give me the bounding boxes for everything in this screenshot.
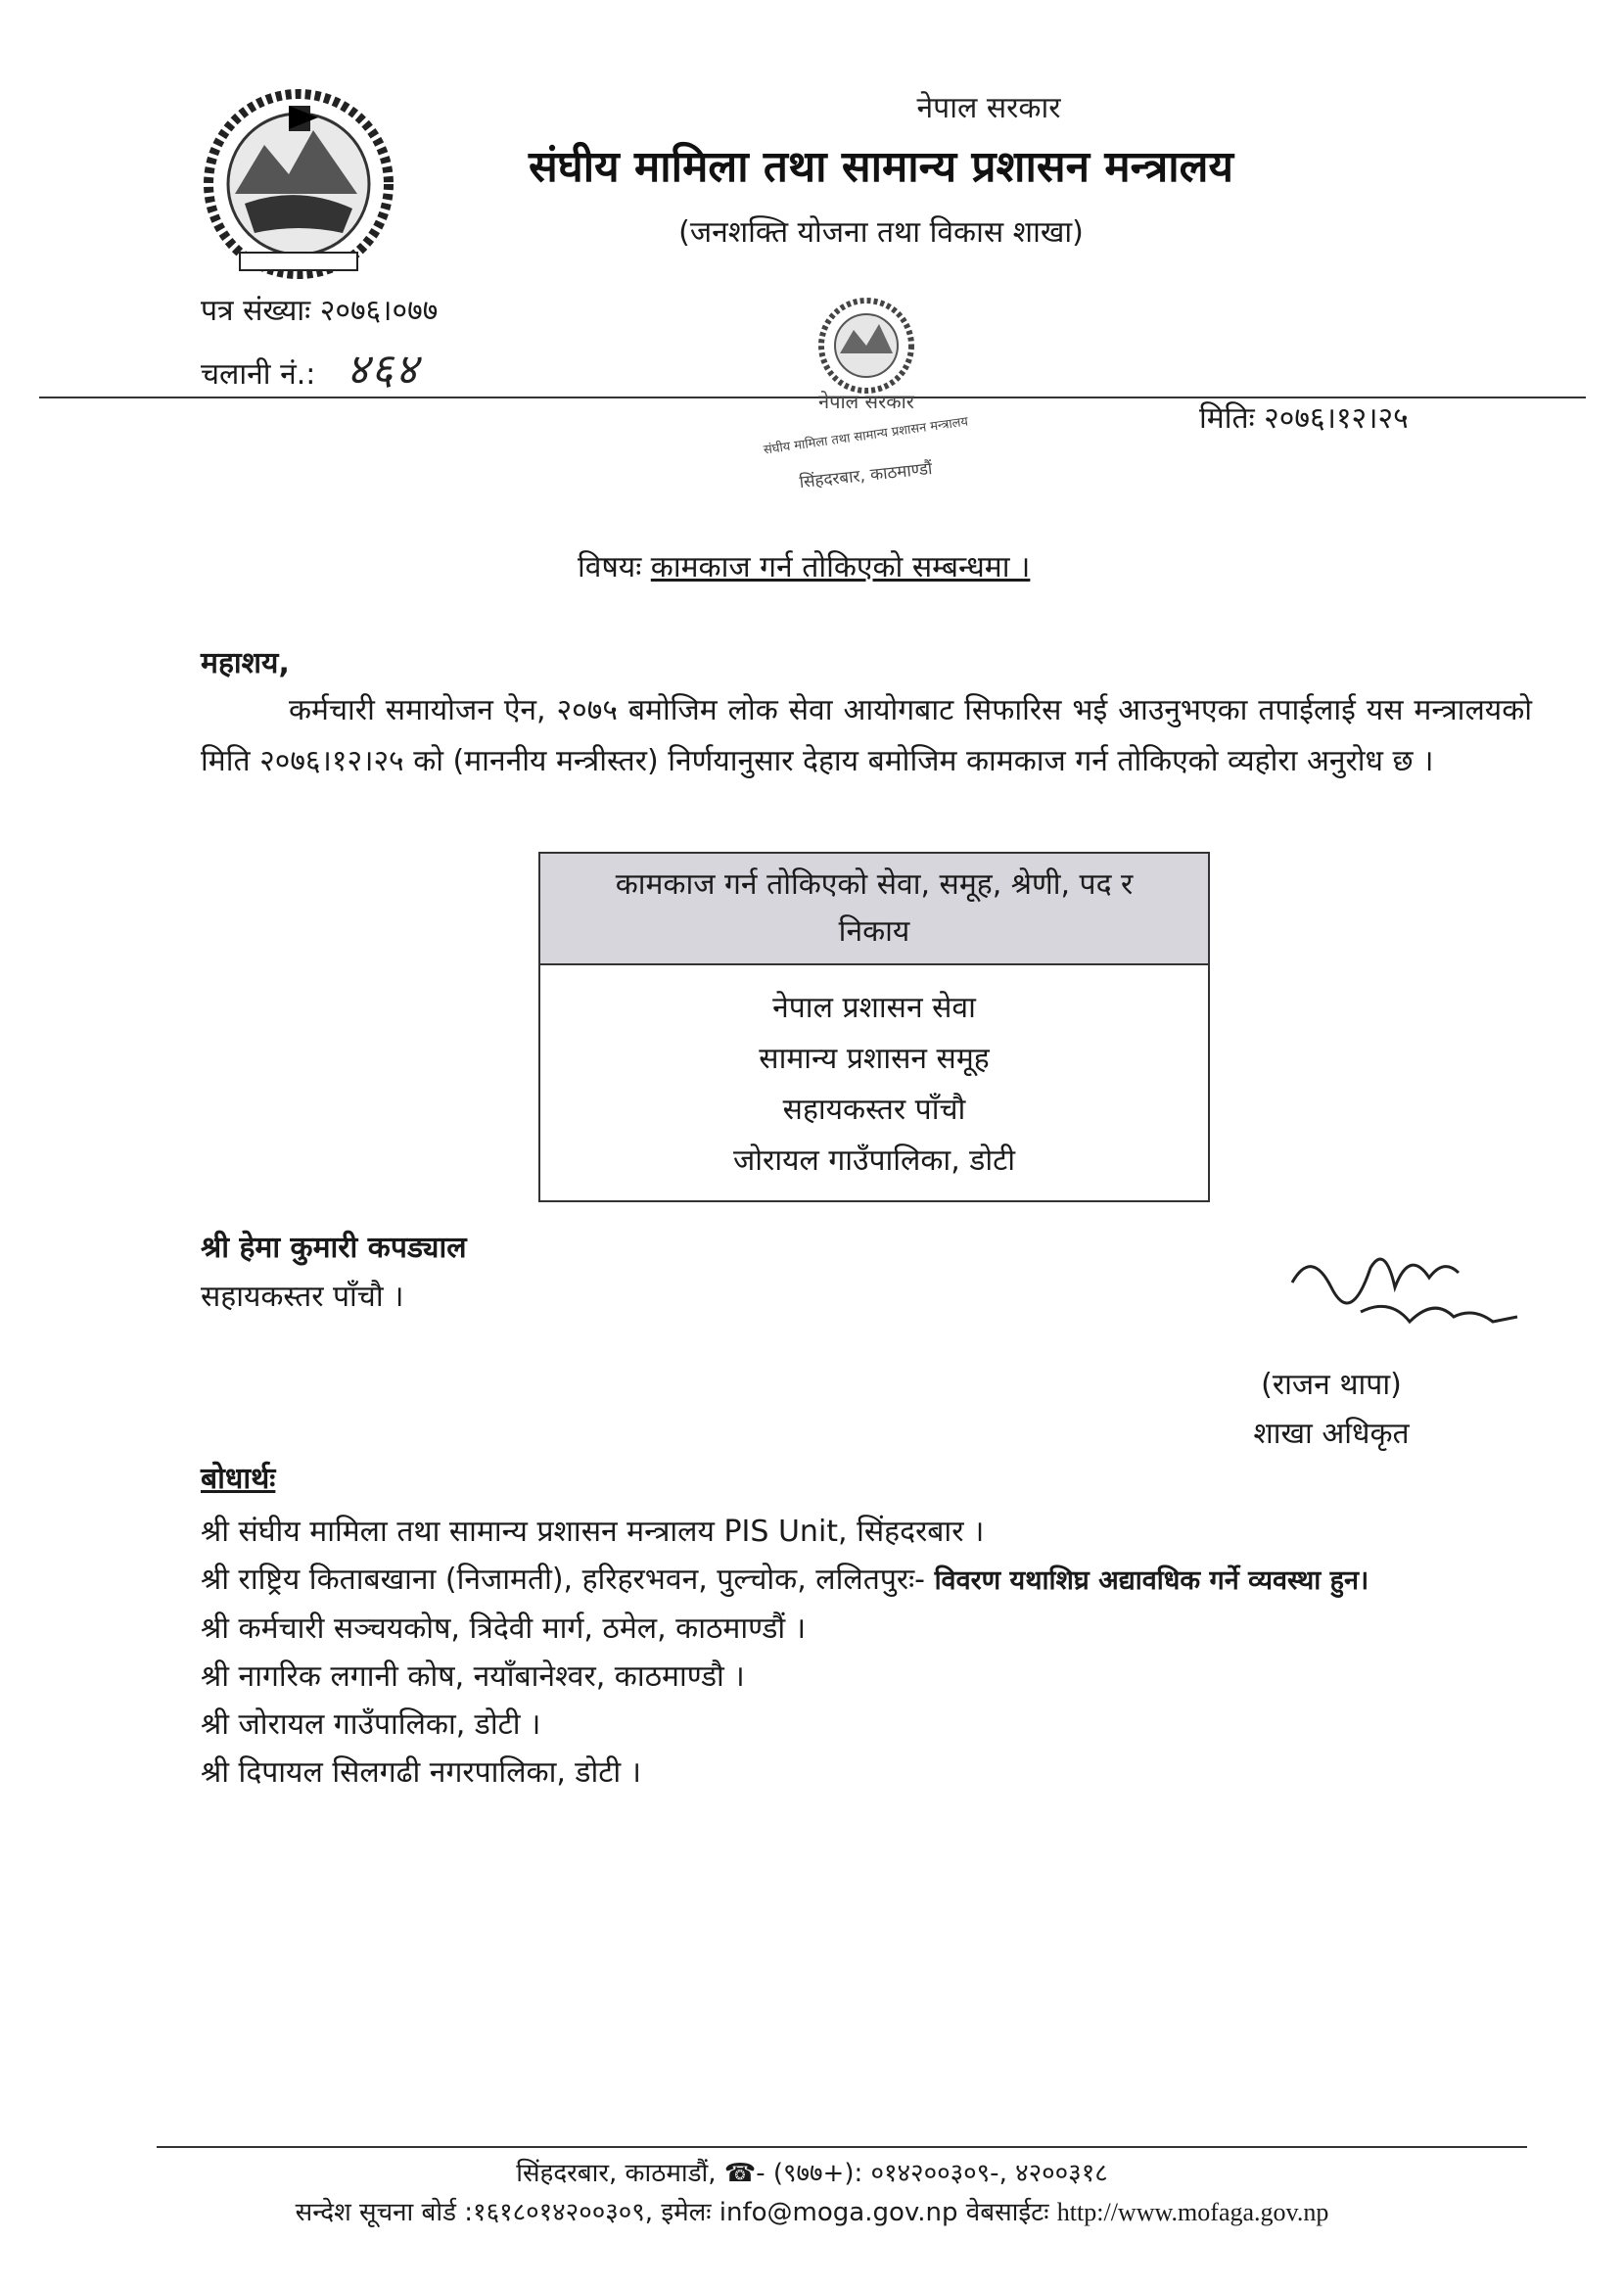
subject-text: कामकाज गर्न तोकिएको सम्बन्धमा । <box>650 550 1031 584</box>
footer-divider <box>157 2146 1527 2148</box>
assignment-row: नेपाल प्रशासन सेवा <box>772 991 976 1025</box>
footer-website-link[interactable]: http://www.mofaga.gov.np <box>1056 2198 1329 2226</box>
footer-address: सिंहदरबार, काठमाडौं, ☎- (९७७+): ०१४२००३०९-, ४२००३१८ <box>516 2159 1108 2188</box>
assignment-row: सामान्य प्रशासन समूह <box>759 1042 990 1076</box>
cc-item: श्री संघीय मामिला तथा सामान्य प्रशासन मन्त्रालय PIS Unit, सिंहदरबार । <box>201 1515 985 1549</box>
recipient-name: श्री हेमा कुमारी कपड्याल <box>201 1231 467 1265</box>
recipient-position: सहायकस्तर पाँचौ । <box>201 1280 404 1314</box>
office-stamp <box>724 289 1008 494</box>
assignment-table <box>538 852 1210 1202</box>
cc-title: बोधार्थः <box>201 1462 276 1496</box>
assignment-table-header: कामकाज गर्न तोकिएको सेवा, समूह, श्रेणी, पद र निकाय <box>540 854 1208 965</box>
dispatch-number-value: ४६४ <box>346 345 420 395</box>
cc-item: श्री दिपायल सिलगढी नगरपालिका, डोटी । <box>201 1755 642 1790</box>
government-name: नेपाल सरकार <box>916 91 1061 125</box>
letter-number-label: पत्र संख्याः <box>201 294 311 328</box>
signer-title: शाखा अधिकृत <box>1253 1417 1410 1451</box>
stamp-line1: नेपाल सरकार <box>818 390 914 413</box>
dispatch-number <box>201 338 420 397</box>
ministry-name: संघीय मामिला तथा सामान्य प्रशासन मन्त्रालय <box>528 142 1233 192</box>
signer-block <box>1248 1361 1415 1459</box>
footer-contact <box>0 2193 1624 2228</box>
branch-name: (जनशक्ति योजना तथा विकास शाखा) <box>678 215 1084 250</box>
letter-number <box>201 289 438 329</box>
subject-label: विषयः <box>578 550 642 584</box>
cc-item <box>201 1556 1369 1605</box>
letter-number-value: २०७६।०७७ <box>319 294 439 328</box>
cc-item-text: श्री राष्ट्रिय किताबखाना (निजामती), हरिहरभवन, पुल्चोक, ललितपुरः- <box>201 1563 926 1597</box>
salutation: महाशय, <box>201 646 290 680</box>
recipient-block <box>201 1224 467 1322</box>
assignment-row: जोरायल गाउँपालिका, डोटी <box>733 1144 1015 1178</box>
footer-contact-text: सन्देश सूचना बोर्ड :१६१८०१४२००३०९, इमेलः info@moga.gov.np वेबसाईटः <box>295 2198 1049 2227</box>
dispatch-number-label: चलानी नं.: <box>201 357 316 392</box>
nepal-emblem-icon <box>196 86 401 282</box>
subject-line <box>578 545 1030 585</box>
cc-item: श्री कर्मचारी सञ्चयकोष, त्रिदेवी मार्ग, ठमेल, काठमाण्डौं । <box>201 1611 807 1646</box>
body-paragraph: कर्मचारी समायोजन ऐन, २०७५ बमोजिम लोक सेवा आयोगबाट सिफारिस भई आउनुभएका तपाईलाई यस मन्त्रालयको मिति २०७६।१२।२५ को (माननीय मन्त्रीस्तर) निर्णयानुसार देहाय बमोजिम कामकाज गर्न तोकिएको व्यहोरा अनुरोध छ । <box>201 693 1532 778</box>
assignment-row: सहायकस्तर पाँचौ <box>782 1093 966 1127</box>
signer-name: (राजन थापा) <box>1261 1368 1402 1402</box>
stamp-line3: सिंहदरबार, काठमाण्डौं <box>798 458 934 493</box>
cc-item: श्री जोरायल गाउँपालिका, डोटी । <box>201 1707 541 1742</box>
cc-item: श्री नागरिक लगानी कोष, नयाँबानेश्वर, काठमाण्डौ । <box>201 1659 745 1694</box>
handwritten-signature <box>1273 1229 1527 1366</box>
cc-list <box>201 1508 1369 1797</box>
cc-item-note: विवरण यथाशिघ्र अद्यावधिक गर्ने व्यवस्था हुन। <box>934 1565 1369 1596</box>
stamp-line2: संघीय मामिला तथा सामान्य प्रशासन मन्त्रालय <box>763 414 969 458</box>
letter-date: मितिः २०७६।१२।२५ <box>1199 401 1409 436</box>
assignment-table-body <box>540 965 1208 1200</box>
